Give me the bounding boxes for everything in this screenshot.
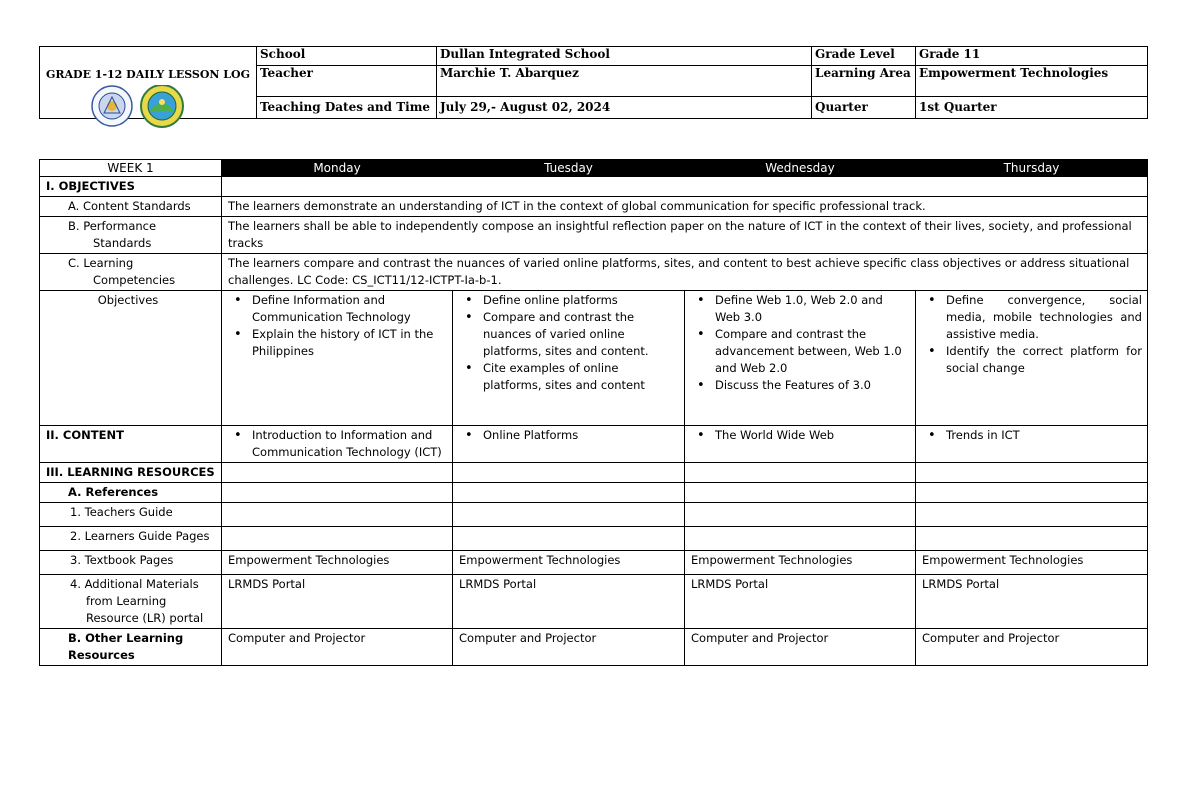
school-label: School [257,47,437,66]
objectives-label: Objectives [40,291,222,426]
empty-cell [453,527,685,551]
other-wednesday: Computer and Projector [685,629,916,666]
textbook-wednesday: Empowerment Technologies [685,551,916,575]
objectives-tuesday [453,291,685,426]
competencies-row [40,254,1148,291]
textbook-tuesday: Empowerment Technologies [453,551,685,575]
logos [70,85,190,129]
additional-label-line1: 4. Additional Materials [70,577,199,591]
other-label-line2: Resources [68,648,135,662]
empty-cell [222,177,1148,197]
additional-label-line3: Resource (LR) portal [86,611,204,625]
other-thursday: Computer and Projector [916,629,1148,666]
objectives-thursday [916,291,1148,426]
grade-level-label: Grade Level [812,47,916,66]
empty-cell [453,463,685,483]
performance-label-line1: B. Performance [68,219,157,233]
teachers-guide-label: 1. Teachers Guide [40,503,222,527]
empty-cell [916,463,1148,483]
week-label: WEEK 1 [40,160,222,177]
list-item: • Identify the correct platform for social change [922,343,1142,377]
additional-wednesday: LRMDS Portal [685,575,916,629]
list-item: • Cite examples of online platforms, sites and content [459,360,679,394]
list-item: • Introduction to Information and Communication Technology (ICT) [228,427,447,461]
lesson-log-table [39,159,1148,666]
list-item: • Discuss the Features of 3.0 [691,377,910,394]
performance-standards-row [40,217,1148,254]
list-item: • Trends in ICT [922,427,1142,444]
empty-cell [916,503,1148,527]
list-item: • Define Information and Communication Technology [228,292,447,326]
week-header-row [40,160,1148,177]
list-item: • Define convergence, social media, mobile technologies and assistive media. [922,292,1142,343]
list-item: • Compare and contrast the advancement between, Web 1.0 and Web 2.0 [691,326,910,377]
empty-cell [685,527,916,551]
lesson-log-title: GRADE 1-12 DAILY LESSON LOG [45,68,251,81]
additional-tuesday: LRMDS Portal [453,575,685,629]
content-thursday [916,426,1148,463]
additional-label-line2: from Learning [86,594,167,608]
content-tuesday [453,426,685,463]
empty-cell [222,527,453,551]
list-item: • Define Web 1.0, Web 2.0 and Web 3.0 [691,292,910,326]
content-row [40,426,1148,463]
additional-thursday: LRMDS Portal [916,575,1148,629]
resources-heading-row [40,463,1148,483]
content-standards-row [40,197,1148,217]
teacher-value: Marchie T. Abarquez [437,66,812,97]
title-cell [40,47,257,119]
learners-guide-label: 2. Learners Guide Pages [40,527,222,551]
references-label: A. References [40,483,222,503]
content-standards-value: The learners demonstrate an understanding of ICT in the context of global communication for specific professional track. [222,197,1148,217]
empty-cell [222,483,453,503]
objectives-wednesday [685,291,916,426]
textbook-row [40,551,1148,575]
empty-cell [222,463,453,483]
empty-cell [916,483,1148,503]
teachers-guide-row [40,503,1148,527]
other-resources-row [40,629,1148,666]
learning-area-value: Empowerment Technologies [916,66,1148,97]
day-tuesday: Tuesday [453,160,685,177]
resources-heading: III. LEARNING RESOURCES [40,463,222,483]
empty-cell [685,463,916,483]
empty-cell [453,503,685,527]
teacher-label: Teacher [257,66,437,97]
list-item: • The World Wide Web [691,427,910,444]
list-item: • Online Platforms [459,427,679,444]
objectives-heading: I. OBJECTIVES [40,177,222,197]
other-tuesday: Computer and Projector [453,629,685,666]
references-row [40,483,1148,503]
day-monday: Monday [222,160,453,177]
competencies-label-line2: Competencies [93,273,176,287]
objectives-monday [222,291,453,426]
performance-standards-label [40,217,222,254]
empty-cell [453,483,685,503]
textbook-monday: Empowerment Technologies [222,551,453,575]
dates-value: July 29,- August 02, 2024 [437,97,812,119]
day-wednesday: Wednesday [685,160,916,177]
empty-cell [916,527,1148,551]
grade-level-value: Grade 11 [916,47,1148,66]
learning-area-label: Learning Area [812,66,916,97]
header-table [39,46,1148,119]
content-wednesday [685,426,916,463]
competencies-value: The learners compare and contrast the nuances of varied online platforms, sites, and content to best achieve specific class objectives or address situational challenges. LC Code: CS_ICT11/12-ICTPT-Ia-b-1. [222,254,1148,291]
content-monday [222,426,453,463]
content-heading: II. CONTENT [40,426,222,463]
list-item: • Compare and contrast the nuances of varied online platforms, sites and content. [459,309,679,360]
empty-cell [222,503,453,527]
competencies-label [40,254,222,291]
other-monday: Computer and Projector [222,629,453,666]
additional-materials-label [40,575,222,629]
content-standards-label: A. Content Standards [40,197,222,217]
list-item: • Define online platforms [459,292,679,309]
empty-cell [685,503,916,527]
learners-guide-row [40,527,1148,551]
quarter-label: Quarter [812,97,916,119]
other-resources-label [40,629,222,666]
list-item: • Explain the history of ICT in the Philippines [228,326,447,360]
textbook-label: 3. Textbook Pages [40,551,222,575]
additional-monday: LRMDS Portal [222,575,453,629]
objectives-row [40,291,1148,426]
additional-materials-row [40,575,1148,629]
competencies-label-line1: C. Learning [68,256,134,270]
school-value: Dullan Integrated School [437,47,812,66]
empty-cell [685,483,916,503]
quarter-value: 1st Quarter [916,97,1148,119]
objectives-heading-row [40,177,1148,197]
other-label-line1: B. Other Learning [68,631,184,645]
deped-seal-icon [92,86,132,126]
dates-label: Teaching Dates and Time [257,97,437,119]
textbook-thursday: Empowerment Technologies [916,551,1148,575]
performance-label-line2: Standards [93,236,152,250]
day-thursday: Thursday [916,160,1148,177]
performance-standards-value: The learners shall be able to independently compose an insightful reflection paper on the nature of ICT in the context of their lives, society, and professional tracks [222,217,1148,254]
school-seal-icon [141,85,183,127]
